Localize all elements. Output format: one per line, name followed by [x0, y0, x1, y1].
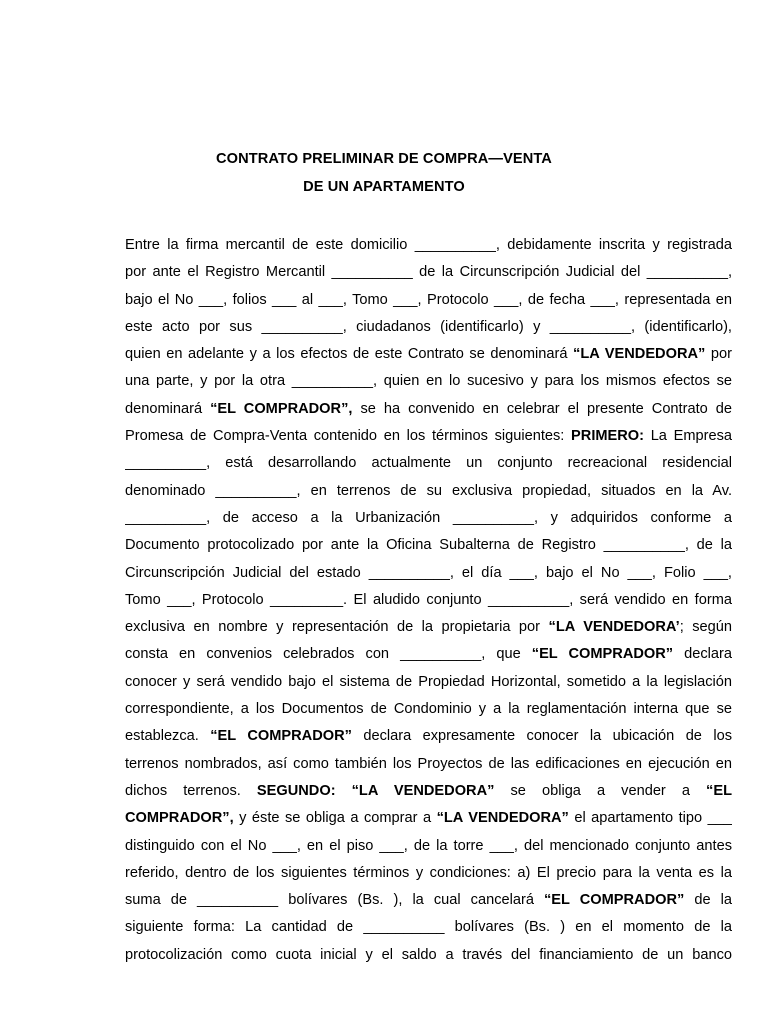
body-text-segment: protocolización como cuota inicial y el saldo a través del financiamiento de un banco — [125, 946, 732, 963]
body-line — [125, 232, 732, 259]
body-text-segment: este acto por sus __________, ciudadanos (identificarlo) y __________, (identificarlo), — [125, 318, 732, 335]
bold-text: “EL COMPRADOR”, — [210, 400, 353, 417]
body-text-segment: Promesa de Compra-Venta contenido en los términos siguientes: — [125, 428, 572, 445]
body-text-segment: __________, está desarrollando actualmente un conjunto recreacional residencial — [125, 455, 732, 472]
body-text-segment: denominado __________, en terrenos de su exclusiva propiedad, situados en la Av. — [125, 482, 732, 499]
body-text-segment: Circunscripción Judicial del estado __________, el día ___, bajo el No ___, Folio ___, — [125, 564, 732, 581]
body-text-segment: declara expresamente conocer la ubicación de los — [351, 728, 732, 745]
body-text-segment: referido, dentro de los siguientes términos y condiciones: a) El precio para la venta es la — [125, 864, 732, 881]
body-text-segment: denominará — [125, 400, 211, 417]
body-text-segment: por ante el Registro Mercantil __________ de la Circunscripción Judicial del __________, — [125, 264, 732, 281]
contract-body — [125, 232, 732, 969]
body-line — [125, 751, 732, 778]
body-line — [125, 423, 732, 450]
bold-text: COMPRADOR”, — [125, 810, 234, 827]
body-line — [125, 287, 732, 314]
body-line — [125, 396, 732, 423]
bold-text: “EL — [706, 782, 732, 799]
body-line — [125, 259, 732, 286]
body-line — [125, 805, 732, 832]
body-text-segment: de la — [684, 892, 732, 909]
body-line — [125, 560, 732, 587]
bold-text: “EL COMPRADOR” — [210, 728, 352, 745]
bold-text: SEGUNDO: “LA VENDEDORA” — [256, 782, 495, 799]
body-line — [125, 669, 732, 696]
body-line — [125, 778, 732, 805]
bold-text: “EL COMPRADOR” — [544, 892, 685, 909]
body-text-segment: dichos terrenos. — [125, 782, 257, 799]
body-text-segment: y éste se obliga a comprar a — [233, 810, 437, 827]
body-text-segment: Documento protocolizado por ante la Oficina Subalterna de Registro __________, de la — [125, 537, 732, 554]
bold-text: “LA VENDEDORA” — [436, 810, 569, 827]
bold-text: “EL COMPRADOR” — [531, 646, 674, 663]
body-line — [125, 914, 732, 941]
body-text-segment: quien en adelante y a los efectos de este Contrato se denominará — [125, 346, 574, 363]
body-text-segment: declara — [673, 646, 732, 663]
body-line — [125, 887, 732, 914]
bold-text: “LA VENDEDORA’ — [548, 619, 680, 636]
body-line — [125, 942, 732, 969]
body-line — [125, 723, 732, 750]
body-line — [125, 314, 732, 341]
document-subtitle: DE UN APARTAMENTO — [303, 179, 465, 195]
body-text-segment: consta en convenios celebrados con __________, que — [125, 646, 532, 663]
body-text-segment: distinguido con el No ___, en el piso ___, de la torre ___, del mencionado conjunto antes — [125, 837, 732, 854]
body-line — [125, 641, 732, 668]
bold-text: PRIMERO: — [571, 428, 645, 445]
body-text-segment: Tomo ___, Protocolo _________. El aludido conjunto __________, será vendido en forma — [125, 591, 732, 608]
body-text-segment: siguiente forma: La cantidad de __________ bolívares (Bs. ) en el momento de la — [125, 919, 732, 936]
body-line — [125, 478, 732, 505]
document-title: CONTRATO PRELIMINAR DE COMPRA—VENTA — [216, 151, 552, 167]
body-line — [125, 532, 732, 559]
body-line — [125, 860, 732, 887]
body-text-segment: suma de __________ bolívares (Bs. ), la cual cancelará — [125, 892, 544, 909]
body-text-segment: Entre la firma mercantil de este domicilio __________, debidamente inscrita y registrada — [125, 237, 732, 253]
body-text-segment: __________, de acceso a la Urbanización __________, y adquiridos conforme a — [125, 509, 732, 526]
body-text-segment: terrenos nombrados, así como también los Proyectos de las edificaciones en ejecución en — [125, 755, 732, 772]
body-text-segment: bajo el No ___, folios ___ al ___, Tomo ___, Protocolo ___, de fecha ___, representada en — [125, 291, 732, 308]
body-line — [125, 696, 732, 723]
body-text-segment: conocer y será vendido bajo el sistema de Propiedad Horizontal, sometido a la legislación — [125, 673, 732, 690]
body-line — [125, 587, 732, 614]
body-text-segment: se ha convenido en celebrar el presente Contrato de — [352, 400, 732, 417]
body-text-segment: La Empresa — [644, 428, 732, 445]
body-line — [125, 341, 732, 368]
body-text-segment: por — [705, 346, 732, 363]
body-text-segment: correspondiente, a los Documentos de Condominio y a la reglamentación interna que se — [125, 701, 732, 718]
body-text-segment: se obliga a vender a — [494, 782, 707, 799]
body-text-segment: ; según — [679, 619, 732, 636]
body-text-segment: el apartamento tipo ___ — [568, 810, 732, 827]
bold-text: “LA VENDEDORA” — [573, 346, 706, 363]
body-text-segment: establezca. — [125, 728, 211, 745]
body-line — [125, 833, 732, 860]
body-line — [125, 505, 732, 532]
body-text-segment: una parte, y por la otra __________, quien en lo sucesivo y para los mismos efectos se — [125, 373, 732, 390]
body-line — [125, 368, 732, 395]
body-text-segment: exclusiva en nombre y representación de la propietaria por — [125, 619, 549, 636]
body-line — [125, 450, 732, 477]
body-line — [125, 614, 732, 641]
